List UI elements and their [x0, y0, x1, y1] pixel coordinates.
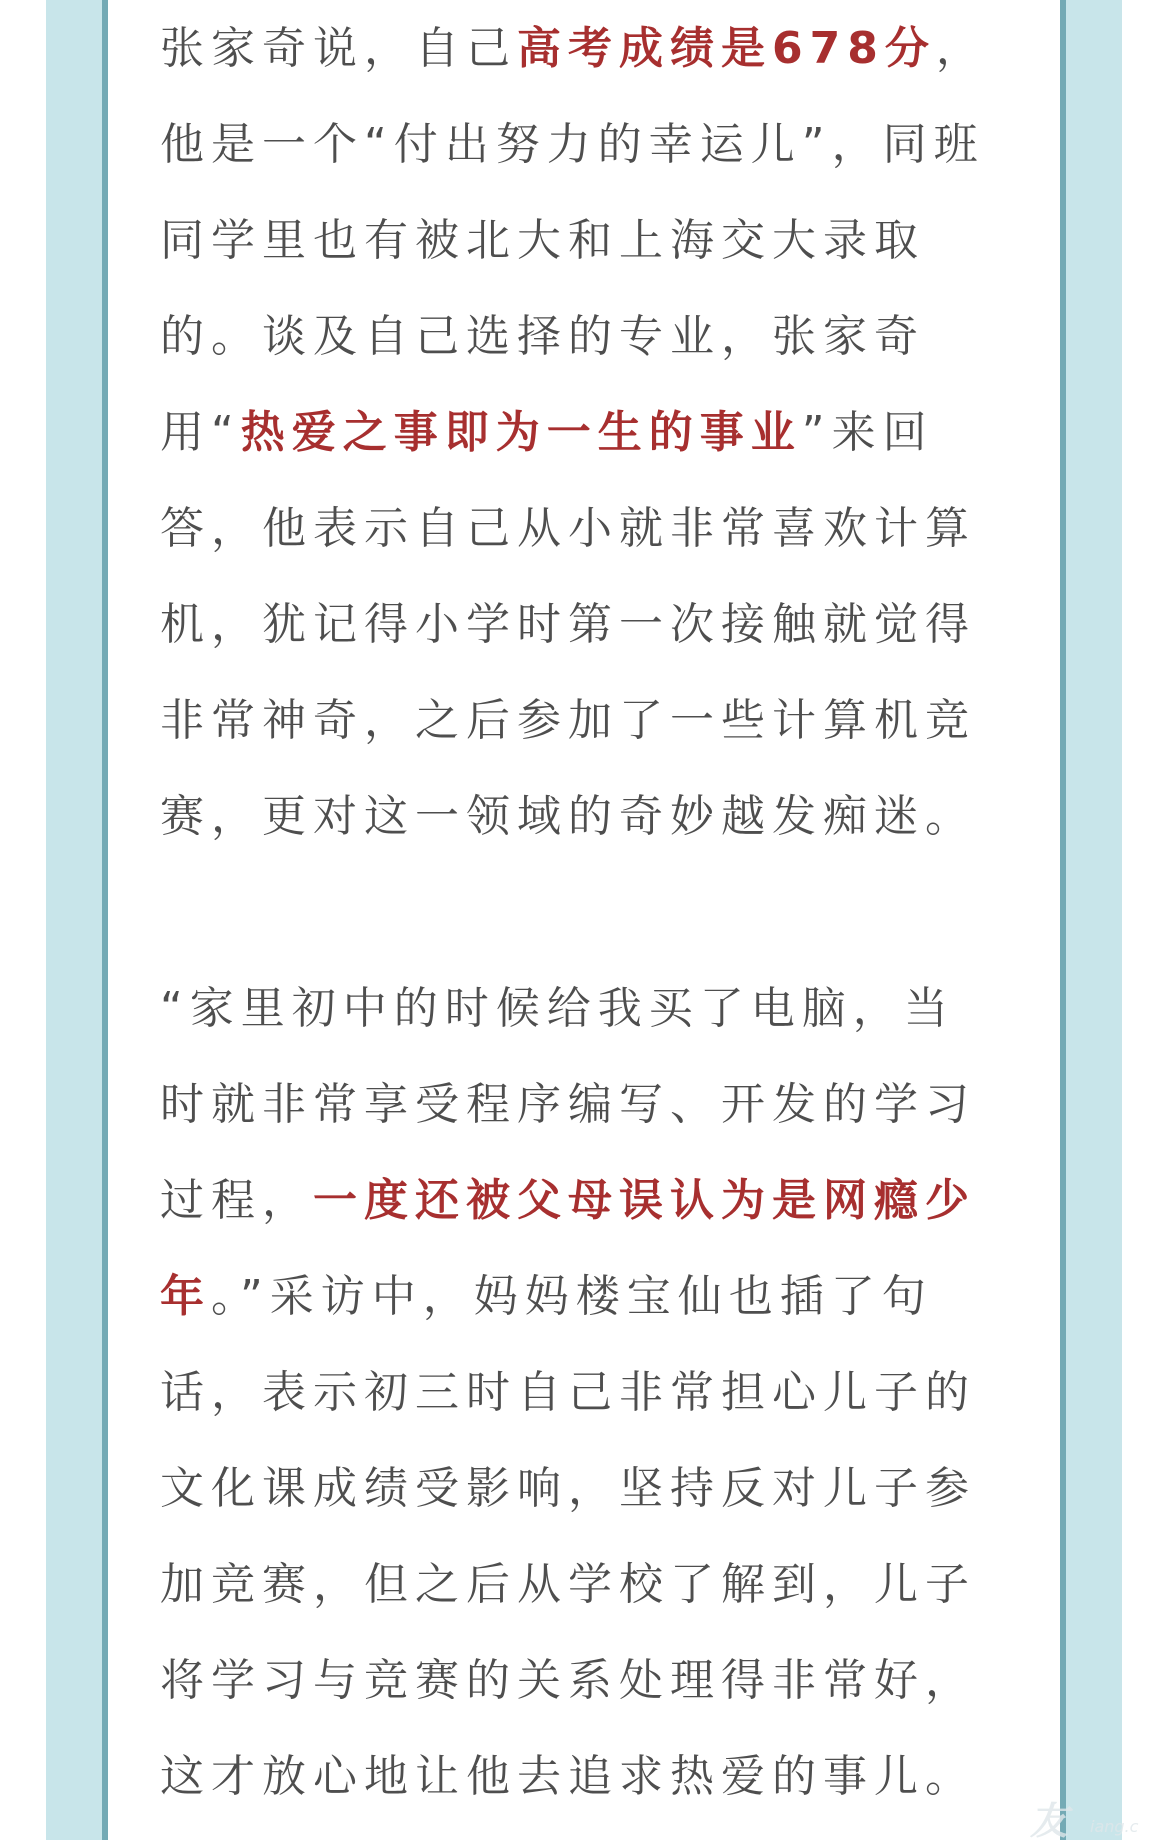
watermark-logo: 友: [1030, 1799, 1069, 1843]
paragraph-text: ”来回答，他表示自己从小就非常喜欢计算机，犹记得小学时第一次接触就觉得非常神奇，之后参加了一些计算机竞赛，更对这一领域的奇妙越发痴迷。: [160, 407, 976, 842]
paragraph-text: ，他是一个“付出努力的幸运儿”，同班同学里也有被北大和上海交大录取的。谈及自己选择的专业，张家奇用“: [160, 23, 987, 458]
highlighted-phrase: 热爱之事即为一生的事业: [240, 407, 802, 458]
highlighted-phrase: 高考成绩是678分: [517, 23, 936, 74]
article-paragraph: [160, 961, 1000, 1825]
watermark-url: iang.c: [1090, 1817, 1139, 1836]
article-paragraph: [160, 1, 1000, 865]
paragraph-text: “家里初中的时候给我买了电脑，当时就非常享受程序编写、开发的学习过程，: [160, 983, 976, 1226]
paragraph-text: 。”采访中，妈妈楼宝仙也插了句话，表示初三时自己非常担心儿子的文化课成绩受影响，坚持反对儿子参加竞赛，但之后从学校了解到，儿子将学习与竞赛的关系处理得非常好，这才放心地让他去追求热爱的事儿。: [160, 1271, 976, 1802]
highlighted-phrase: 一度还被父母误认为是网瘾少年: [160, 1175, 976, 1322]
right-frame-border: [1060, 0, 1122, 1840]
article-body: [160, 0, 1000, 1840]
left-frame-border: [46, 0, 108, 1840]
paragraph-text: 张家奇说，自己: [160, 23, 517, 74]
